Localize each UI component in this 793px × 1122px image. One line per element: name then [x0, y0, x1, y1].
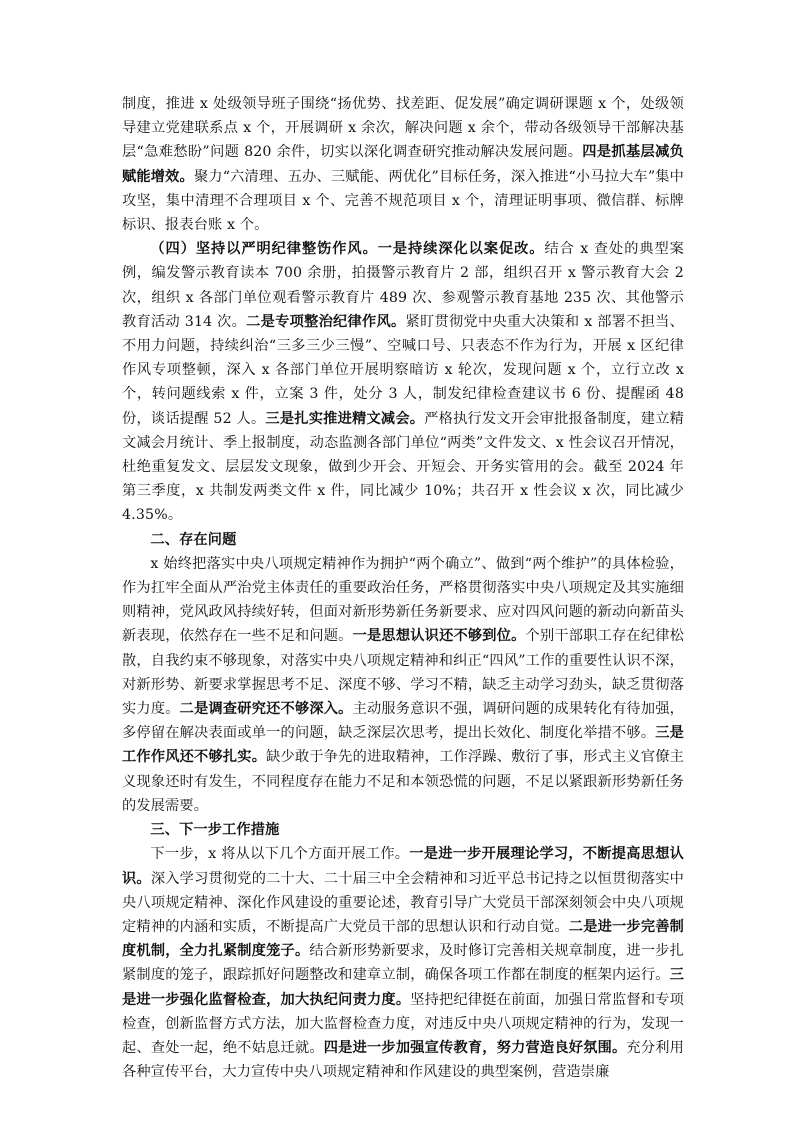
text-run: 结合新形势新要求，及时修订完善相关规章制度，进一步扎紧制度的笼子，跟踪抓好问题整改和建章立制，确保各项工作都在制度的框架内运行。: [122, 943, 684, 984]
text-run: 缺少敢于争先的进取精神，工作浮躁、敷衍了事，形式主义官僚主义现象还时有发生，不同程度存在能力不足和本领恐慌的问题，不足以紧跟新形势新任务的发展需要。: [122, 749, 684, 814]
paragraph: [122, 237, 684, 527]
text-run: 深入学习贯彻党的二十大、二十届三中全会精神和习近平总书记持之以恒贯彻落实中央八项规定精神、深化作风建设的重要论述，教育引导广大党员干部深刻领会中央八项规定精神的内涵和实质，不断提高广大党员干部的思想认识和行动自觉。: [122, 870, 684, 935]
text-run: 聚力“六清理、五办、三赋能、两优化”目标任务，深入推进“小马拉大车”集中攻坚，集中清理不合理项目 x 个、完善不规范项目 x 个，清理证明事项、微信群、标牌标识、报表台账 x 个。: [122, 168, 684, 234]
text-run: 严格执行发文开会审批报备制度，建立精文减会月统计、季上报制度，动态监测各部门单位“两类”文件发文、x 性会议召开情况，杜绝重复发文、层层发文现象，做到少开会、开短会、开务实管用的会。截至 2024 年第三季度，x 共制发两类文件 x 件，同比减少 10%；共召开 x 性会议 x 次，同比减少 4.35%。: [122, 410, 685, 524]
bold-text-run: 四是抓基层减负赋能增效。: [122, 144, 684, 185]
paragraph: [122, 842, 684, 1084]
text-run: 充分利用各种宣传平台，大力宣传中央八项规定精神和作风建设的典型案例，营造崇廉: [122, 1039, 684, 1081]
section-heading: [122, 528, 684, 552]
text-run: x 始终把落实中央八项规定精神作为拥护“两个确立”、做到“两个维护”的具体检验，作为扛牢全面从严治党主体责任的重要政治任务，严格贯彻落实中央八项规定及其实施细则精神，党风政风持续好转，但面对新形势新任务新要求、应对四风问题的新动向新苗头新表现，依然存在一些不足和问题。: [122, 555, 684, 645]
bold-text-run: 三是扎实推进精文减会。: [265, 410, 425, 427]
document-body: [122, 92, 684, 1084]
bold-text-run: 三是进一步强化监督检查，加大执纪问责力度。: [122, 967, 684, 1008]
bold-text-run: 一是进一步开展理论学习，不断提高思想认识。: [122, 846, 684, 887]
text-run: 主动服务意识不强，调研问题的成果转化有待加强，多停留在解决表面或单一的问题，缺乏深层次思考，提出长效化、制度化举措不够。: [122, 701, 685, 742]
bold-text-run: 二是专项整治纪律作风。: [246, 313, 406, 330]
bold-text-run: （四）坚持以严明纪律整饬作风。一是持续深化以案促改。: [150, 241, 545, 258]
paragraph: [122, 552, 684, 818]
paragraph: [122, 92, 684, 237]
text-run: 坚持把纪律挺在前面，加强日常监督和专项检查，创新监督方式方法，加大监督检查力度，对违反中央八项规定精神的行为，发现一起、查处一起，绝不姑息迁就。: [122, 991, 684, 1056]
bold-text-run: 二是调查研究还不够深入。: [179, 701, 353, 718]
text-run: 结合 x 查处的典型案例，编发警示教育读本 700 余册，拍摄警示教育片 2 部，组织召开 x 警示教育大会 2 次，组织 x 各部门单位观看警示教育片 489 次、参观警示教育基地 235 次、其他警示教育活动 314 次。: [122, 241, 685, 330]
bold-text-run: 二、存在问题: [150, 531, 237, 548]
text-run: 紧盯贯彻党中央重大决策和 x 部署不担当、不用力问题，持续纠治“三多三少三慢”、空喊口号、只表态不作为行为，开展 x 区纪律作风专项整顿，深入 x 各部门单位开展明察暗访 x 轮次，发现问题 x 个，立行立改 x 个，转问题线索 x 件，立案 3 件，处分 3 人，制发纪律检查建议书 6 份、提醒函 48 份，谈话提醒 52 人。: [122, 313, 684, 427]
text-run: 制度，推进 x 处级领导班子围绕“扬优势、找差距、促发展”确定调研课题 x 个，处级领导建立党建联系点 x 个，开展调研 x 余次，解决问题 x 余个，带动各级领导干部解决基层“急难愁盼”问题 820 余件，切实以深化调查研究推动解决发展问题。: [122, 96, 684, 161]
bold-text-run: 一是思想认识还不够到位。: [352, 628, 526, 645]
bold-text-run: 二是进一步完善制度机制，全力扎紧制度笼子。: [122, 918, 685, 960]
section-heading: [122, 818, 684, 842]
bold-text-run: 三、下一步工作措施: [150, 822, 280, 839]
text-run: 个别干部职工存在纪律松散，自我约束不够现象，对落实中央八项规定精神和纠正“四风”工作的重要性认识不深，对新形势、新要求掌握思考不足、深度不够、学习不精，缺乏主动学习劲头，缺乏贯彻落实力度。: [122, 628, 685, 718]
bold-text-run: 四是进一步加强宣传教育，努力营造良好氛围。: [323, 1039, 627, 1056]
text-run: 下一步，x 将从以下几个方面开展工作。: [150, 846, 410, 863]
bold-text-run: 三是工作作风还不够扎实。: [122, 725, 684, 766]
